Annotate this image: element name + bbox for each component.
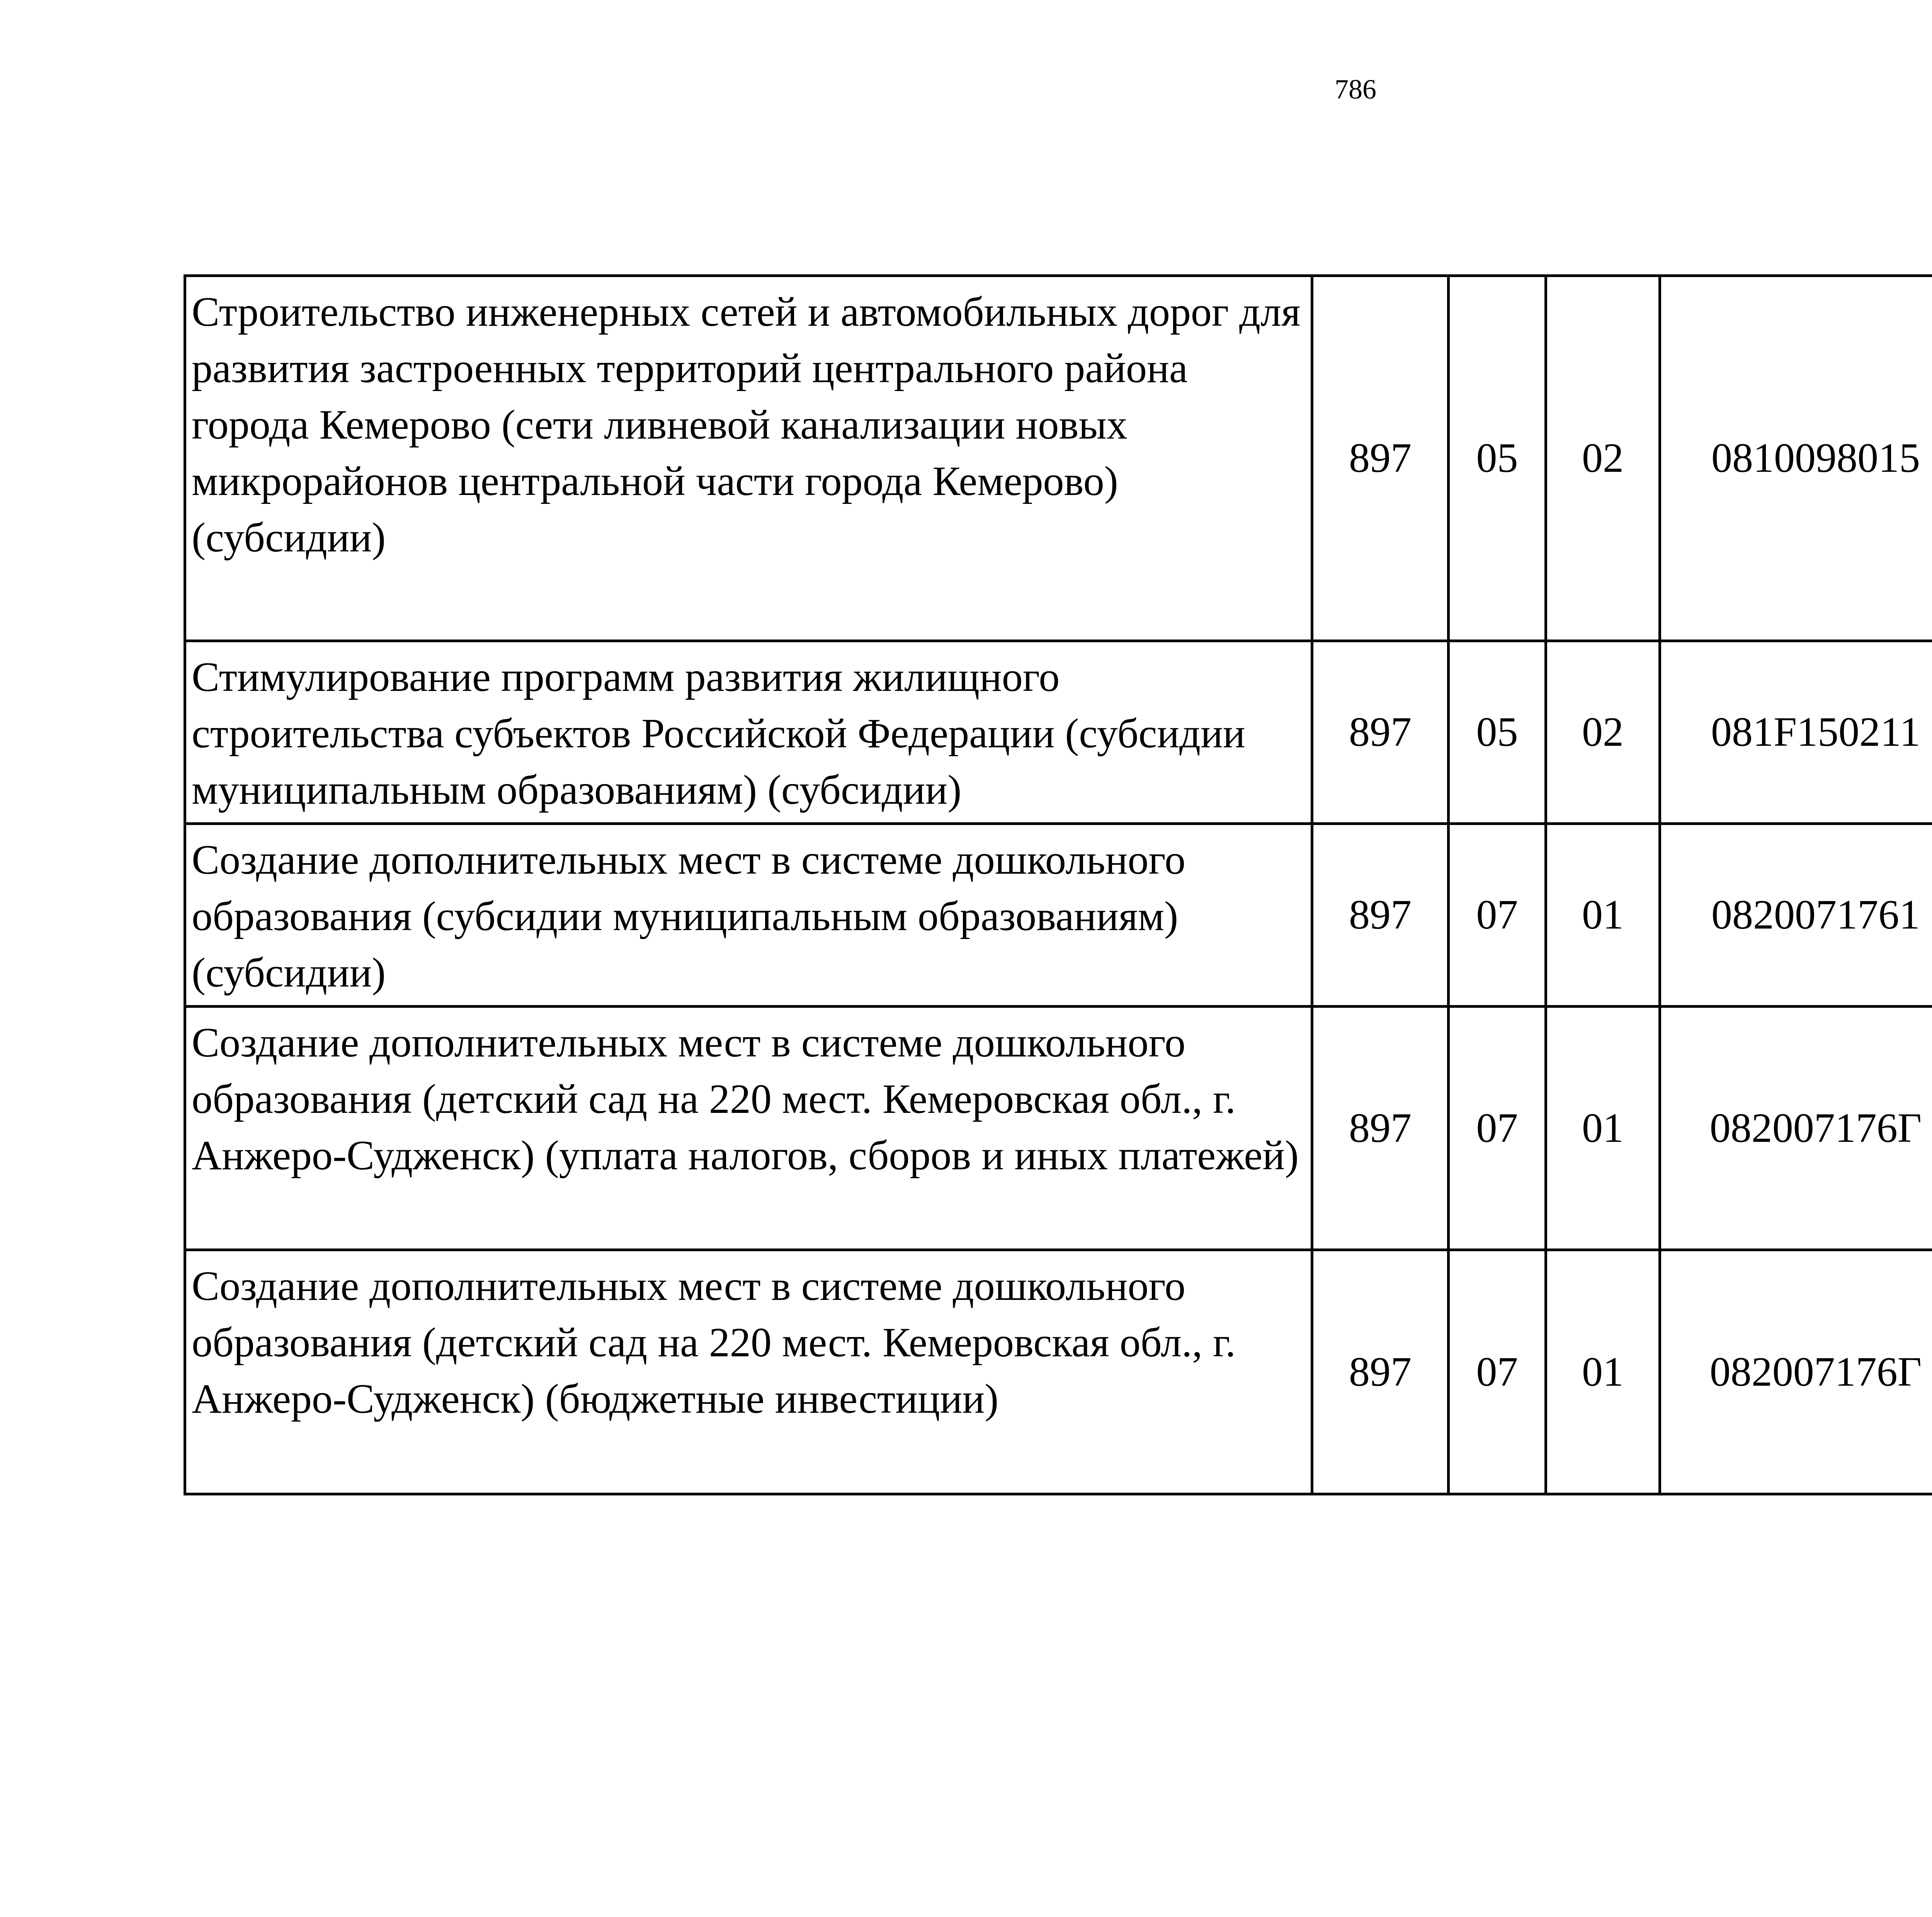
page-number: 786 — [1335, 74, 1376, 105]
subsection-code: 01 — [1546, 1250, 1660, 1494]
table-row — [185, 1007, 1932, 1250]
target-article-code: 0820071761 — [1660, 824, 1932, 1007]
ministry-code: 897 — [1312, 641, 1449, 824]
row-description: Создание дополнительных мест в системе дошкольного образования (субсидии муниципальным образованиям) (субсидии) — [185, 824, 1312, 1007]
target-article-code: 082007176Г — [1660, 1250, 1932, 1494]
ministry-code: 897 — [1312, 1007, 1449, 1250]
section-code: 07 — [1449, 824, 1546, 1007]
row-description: Строительство инженерных сетей и автомобильных дорог для развития застроенных территорий центрального района города Кемерово (сети ливневой канализации новых микрорайонов центральной части города Кемерово) (субсидии) — [185, 276, 1312, 641]
section-code: 05 — [1449, 276, 1546, 641]
section-code: 07 — [1449, 1250, 1546, 1494]
section-code: 05 — [1449, 641, 1546, 824]
table-row — [185, 276, 1932, 641]
row-description: Стимулирование программ развития жилищного строительства субъектов Российской Федерации (субсидии муниципальным образованиям) (субсидии) — [185, 641, 1312, 824]
target-article-code: 081F150211 — [1660, 641, 1932, 824]
target-article-code: 0810098015 — [1660, 276, 1932, 641]
section-code: 07 — [1449, 1007, 1546, 1250]
ministry-code: 897 — [1312, 276, 1449, 641]
table-row — [185, 824, 1932, 1007]
table-row — [185, 1250, 1932, 1494]
subsection-code: 02 — [1546, 276, 1660, 641]
target-article-code: 082007176Г — [1660, 1007, 1932, 1250]
row-description: Создание дополнительных мест в системе дошкольного образования (детский сад на 220 мест. Кемеровская обл., г. Анжеро-Судженск) (уплата налогов, сборов и иных платежей) — [185, 1007, 1312, 1250]
subsection-code: 01 — [1546, 824, 1660, 1007]
budget-table — [184, 274, 1932, 1495]
table-row — [185, 641, 1932, 824]
ministry-code: 897 — [1312, 824, 1449, 1007]
subsection-code: 01 — [1546, 1007, 1660, 1250]
subsection-code: 02 — [1546, 641, 1660, 824]
row-description: Создание дополнительных мест в системе дошкольного образования (детский сад на 220 мест. Кемеровская обл., г. Анжеро-Судженск) (бюджетные инвестиции) — [185, 1250, 1312, 1494]
ministry-code: 897 — [1312, 1250, 1449, 1494]
